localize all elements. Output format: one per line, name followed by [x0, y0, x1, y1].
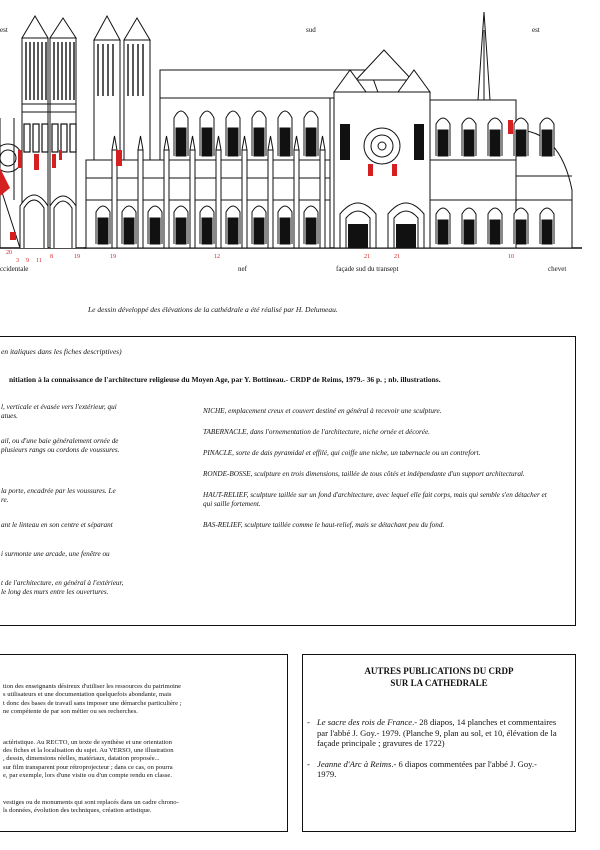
- intro-line: , dessin, dimensions réelles, matériaux, datation proposée...: [3, 755, 160, 763]
- publications-list: [307, 717, 557, 786]
- glossary-box: [0, 336, 576, 626]
- west-facade-drawing: [0, 16, 76, 248]
- label-east: est: [532, 26, 540, 34]
- aisle-glass: [228, 218, 238, 244]
- label-apse: chevet: [548, 265, 567, 273]
- label-transept: façade sud du transept: [336, 265, 399, 273]
- left-fragment: l, verticale et évasée vers l'extérieur, qui: [1, 403, 117, 411]
- aisle-glass: [176, 218, 186, 244]
- publication-details: .- 6 diapos commentées par l'abbé J. Goy.- 1979.: [317, 758, 537, 780]
- drawing-caption: Le dessin développé des élévations de la cathédrale a été réalisé par H. Delumeau.: [88, 305, 338, 314]
- chevet-lower-glass: [464, 220, 474, 244]
- clerestory-glass: [228, 128, 238, 156]
- buttress: [320, 150, 325, 248]
- intro-line: actéristique. Au RECTO, un texte de synthèse et une orientation: [3, 738, 172, 746]
- left-fragment: re.: [1, 496, 9, 504]
- publication-title: Jeanne d'Arc à Reims: [317, 758, 392, 769]
- intro-line: sur film transparent pour rétroprojecteur ; dans ce cas, on pourra: [3, 763, 173, 771]
- chevet-glass: [516, 130, 526, 156]
- left-fragment: plusieurs rangs ou cordons de voussures.: [1, 446, 120, 454]
- aisle-glass: [98, 218, 108, 244]
- publications-box: [302, 654, 576, 832]
- label-facade: ccidentale: [0, 265, 29, 273]
- buttress: [138, 150, 143, 248]
- number-19-a: 19: [74, 254, 80, 260]
- buttress: [216, 150, 221, 248]
- publication-item: - Le sacre des rois de France.- 28 diapos, 14 planches et commentaires par l'abbé J. Goy.- 1979. (Planche 9, plan au sol, et 10, élévation de la façade principale ; gravures de 1722): [307, 717, 557, 749]
- term-pinacle: PINACLE, sorte de dais pyramidal et effilé, qui coiffe une niche, un tabernacle ou un contrefort.: [203, 449, 481, 457]
- left-fragment: ail, ou d'une baie généralement ornée de: [1, 437, 119, 445]
- intro-text: [3, 683, 287, 815]
- chevet-glass: [490, 130, 500, 156]
- number-12: 12: [214, 254, 220, 260]
- intro-line: vestiges ou de monuments qui sont replacés dans un cadre chrono-: [3, 798, 179, 806]
- chevet-lower-glass: [542, 220, 552, 244]
- chevet-glass: [464, 130, 474, 156]
- publications-title-line2: SUR LA CATHEDRALE: [390, 678, 488, 688]
- term-niche: NICHE, emplacement creux et couvert destiné en général à recevoir une sculpture.: [203, 407, 442, 415]
- buttress: [164, 150, 169, 248]
- left-fragment: le long des murs entre les ouvertures.: [1, 588, 109, 596]
- label-nave: nef: [238, 265, 247, 273]
- term-haut-relief: HAUT-RELIEF, sculpture taillée sur un fond d'architecture, avec lequel elle fait corps, mais qui semble s'en détacher et qui saille fortement.: [203, 491, 547, 508]
- clerestory-glass: [254, 128, 264, 156]
- aisle-glass: [254, 218, 264, 244]
- left-fragment: la porte, encadrée par les voussures. Le: [1, 487, 116, 495]
- aisle-glass: [280, 218, 290, 244]
- intro-box: [0, 654, 288, 832]
- aisle-glass: [202, 218, 212, 244]
- left-fragment: i surmonte une arcade, une fenêtre ou: [1, 550, 110, 558]
- term-bas-relief: BAS-RELIEF, sculpture taillée comme le haut-relief, mais se détachant peu du fond.: [203, 521, 445, 529]
- publications-title: [303, 665, 575, 689]
- term-ronde-bosse: RONDE-BOSSE, sculpture en trois dimensions, taillée de tous côtés et indépendante d'un support architectural.: [203, 470, 525, 478]
- chevet-lower-glass: [490, 220, 500, 244]
- glossary-reference: nitiation à la connaissance de l'architecture religieuse du Moyen Age, par Y. Bottineau.- CRDP de Reims, 1979.- 36 p. ; nb. illustrations.: [9, 375, 441, 384]
- number-3: 3: [16, 258, 19, 264]
- cathedral-elevation-svg: [0, 0, 600, 285]
- glossary-left-column: [1, 403, 191, 597]
- label-south: sud: [306, 26, 316, 34]
- publication-details: .- 28 diapos, 14 planches et commentaires par l'abbé J. Goy.- 1979. (Planche 9, plan au sol, et 10, élévation de la façade principale ; gravures de 1722): [317, 717, 557, 749]
- term-tabernacle: TABERNACLE, dans l'ornementation de l'architecture, niche ornée et décorée.: [203, 428, 430, 436]
- number-9: 9: [26, 258, 29, 264]
- number-10: 10: [508, 254, 514, 260]
- chevet-glass: [438, 130, 448, 156]
- intro-line: des fiches et la localisation du sujet. Au VERSO, une illustration: [3, 747, 174, 755]
- buttress: [268, 150, 273, 248]
- intro-line: ne compétente de par son métier ou ses recherches.: [3, 708, 138, 716]
- left-fragment: atues.: [1, 412, 18, 420]
- left-fragment: ant le linteau en son centre et séparant: [1, 521, 113, 529]
- intro-line: ls données, évolution des techniques, création artistique.: [3, 807, 152, 815]
- clerestory-glass: [202, 128, 212, 156]
- intro-line: s utilisateurs et une documentation quelquefois abondante, mais: [3, 691, 172, 699]
- glossary-header-note: en italiques dans les fiches descriptives): [1, 347, 122, 356]
- label-west: est: [0, 26, 8, 34]
- left-fragment: t de l'architecture, en général à l'extérieur,: [1, 579, 124, 587]
- intro-line: e, par exemple, lors d'une visite ou d'un compte rendu en classe.: [3, 772, 173, 780]
- buttress: [294, 150, 299, 248]
- clerestory-glass: [306, 128, 316, 156]
- number-8: 8: [50, 254, 53, 260]
- number-21-a: 21: [364, 254, 370, 260]
- aisle-glass: [306, 218, 316, 244]
- clerestory-glass: [176, 128, 186, 156]
- buttress: [242, 150, 247, 248]
- number-19-b: 19: [110, 254, 116, 260]
- number-20: 20: [6, 250, 12, 256]
- clerestory-glass: [280, 128, 290, 156]
- spire-drawing: [478, 12, 490, 100]
- publication-item: - Jeanne d'Arc à Reims.- 6 diapos commentées par l'abbé J. Goy.- 1979.: [307, 758, 537, 780]
- chevet-lower-glass: [516, 220, 526, 244]
- chevet-glass: [542, 130, 552, 156]
- chevet-lower-glass: [438, 220, 448, 244]
- glossary-right-column: [203, 407, 555, 530]
- intro-line: t donc des bases de travail sans imposer une démarche particulière ;: [3, 699, 182, 707]
- intro-line: tion des enseignants désireux d'utiliser les ressources du patrimoine: [3, 683, 182, 690]
- number-11: 11: [36, 258, 42, 264]
- aisle-glass: [150, 218, 160, 244]
- number-21-b: 21: [394, 254, 400, 260]
- publication-title: Le sacre des rois de France: [317, 717, 413, 727]
- publications-title-line1: AUTRES PUBLICATIONS DU CRDP: [364, 666, 514, 676]
- buttress: [190, 150, 195, 248]
- aisle-glass: [124, 218, 134, 244]
